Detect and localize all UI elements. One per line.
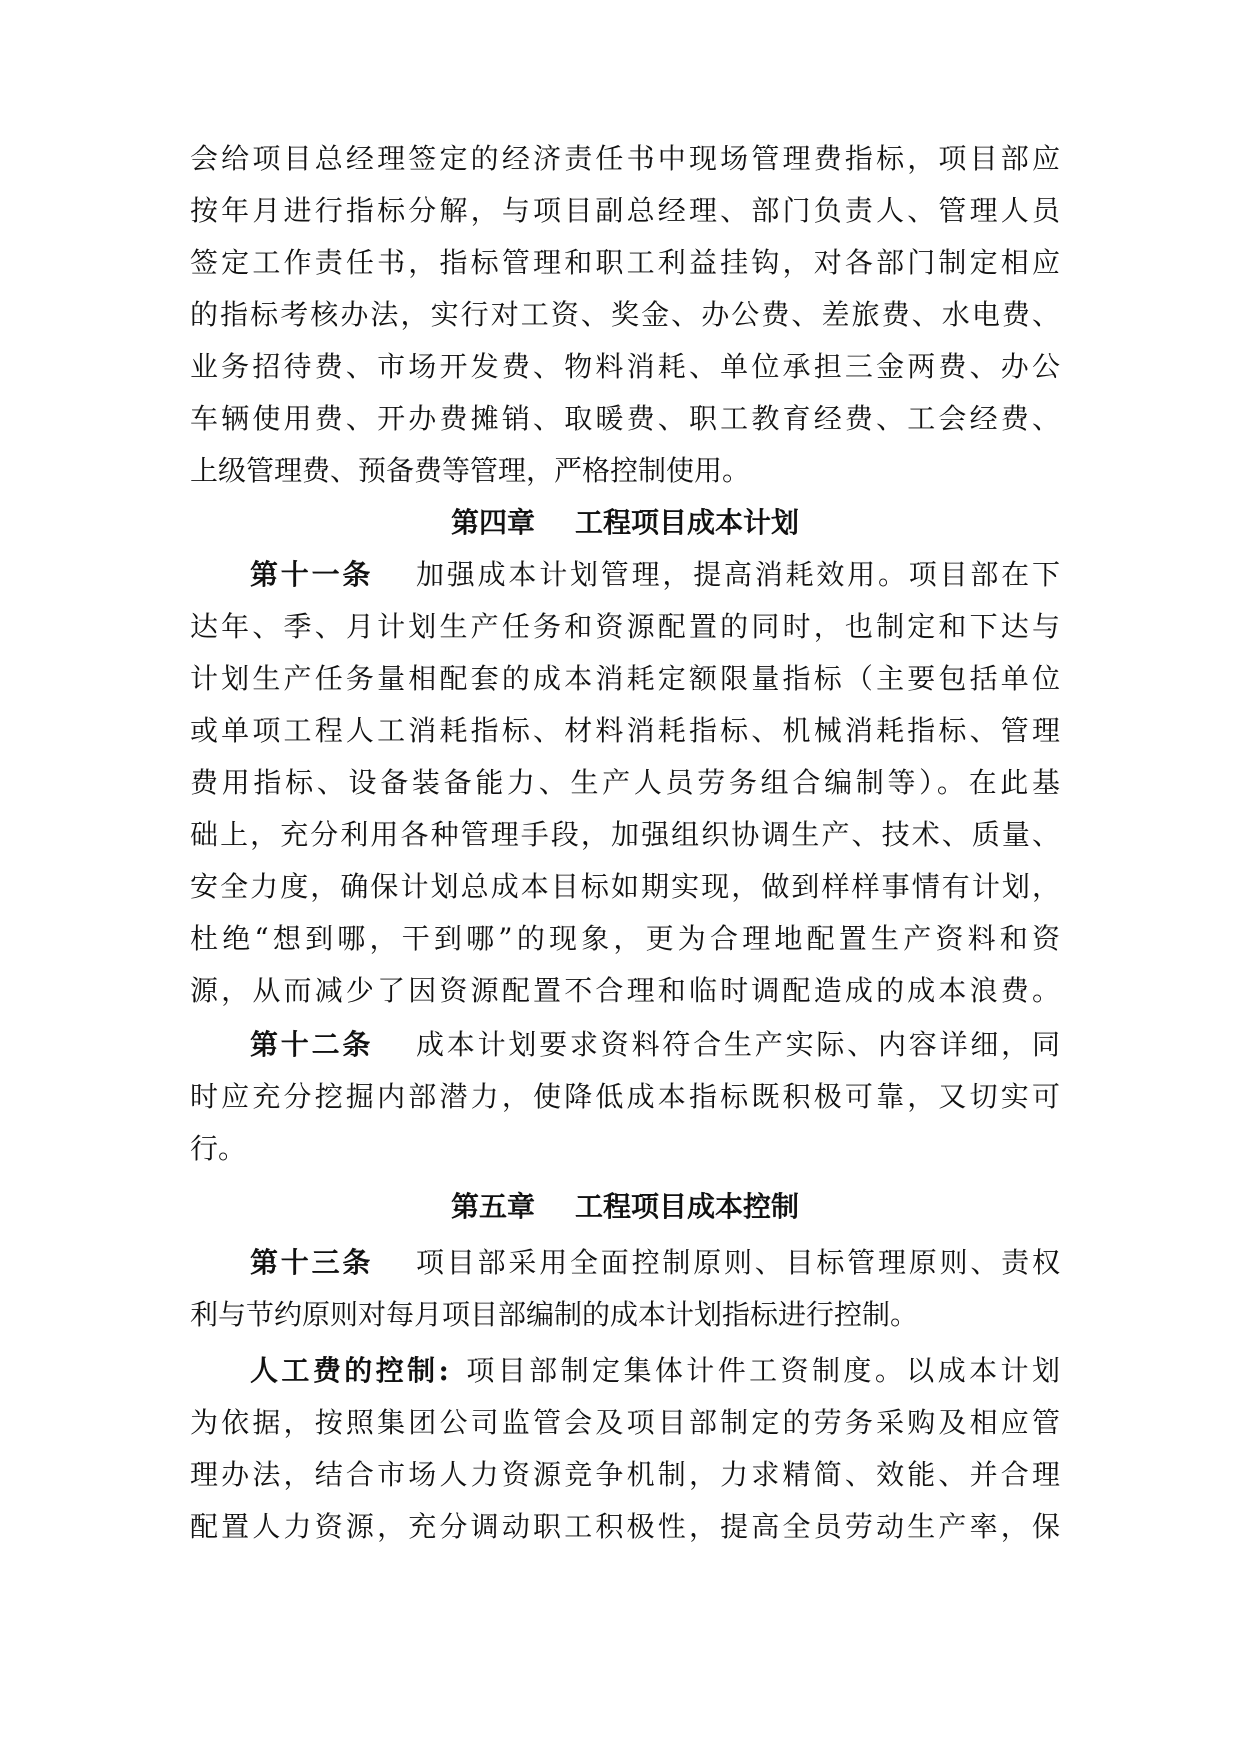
body-line: 会给项目总经理签定的经济责任书中现场管理费指标，项目部应: [190, 142, 1060, 175]
article-text: 加强成本计划管理，提高消耗效用。项目部在下: [413, 558, 1060, 591]
article-label: 第十二条: [250, 1028, 374, 1061]
body-line: 的指标考核办法，实行对工资、奖金、办公费、差旅费、水电费、: [190, 298, 1060, 331]
body-line: 安全力度，确保计划总成本目标如期实现，做到样样事情有计划，: [190, 870, 1060, 903]
article-text: 项目部采用全面控制原则、目标管理原则、责权: [413, 1246, 1060, 1279]
subsection-text: 项目部制定集体计件工资制度。以成本计划: [462, 1354, 1060, 1387]
body-line: 源，从而减少了因资源配置不合理和临时调配造成的成本浪费。: [190, 974, 1060, 1007]
body-line: 按年月进行指标分解，与项目副总经理、部门负责人、管理人员: [190, 194, 1060, 227]
chapter-label: 第五章: [450, 1190, 535, 1223]
body-line: 上级管理费、预备费等管理，严格控制使用。: [190, 454, 751, 487]
article-label: 第十三条: [250, 1246, 374, 1279]
body-line: 配置人力资源，充分调动职工积极性，提高全员劳动生产率，保: [190, 1510, 1060, 1543]
chapter-heading: [190, 497, 1060, 549]
body-line: 车辆使用费、开办费摊销、取暖费、职工教育经费、工会经费、: [190, 402, 1060, 435]
body-line: 利与节约原则对每月项目部编制的成本计划指标进行控制。: [190, 1298, 919, 1331]
subsection-label: 人工费的控制:: [250, 1354, 449, 1387]
article-first-line: [250, 1019, 1060, 1071]
chapter-title: 工程项目成本计划: [575, 506, 800, 539]
body-line: 时应充分挖掘内部潜力，使降低成本指标既积极可靠，又切实可: [190, 1080, 1060, 1113]
body-line: 费用指标、设备装备能力、生产人员劳务组合编制等）。在此基: [190, 766, 1060, 799]
article-first-line: [250, 1237, 1060, 1289]
chapter-heading: [190, 1181, 1060, 1233]
subsection-first-line: [250, 1345, 1060, 1397]
article-text: 成本计划要求资料符合生产实际、内容详细，同: [413, 1028, 1060, 1061]
body-line: 业务招待费、市场开发费、物料消耗、单位承担三金两费、办公: [190, 350, 1060, 383]
body-line: 础上，充分利用各种管理手段，加强组织协调生产、技术、质量、: [190, 818, 1060, 851]
article-label: 第十一条: [250, 558, 374, 591]
body-line: 达年、季、月计划生产任务和资源配置的同时，也制定和下达与: [190, 610, 1060, 643]
body-line: 行。: [190, 1132, 247, 1165]
chapter-title: 工程项目成本控制: [575, 1190, 800, 1223]
body-line: 或单项工程人工消耗指标、材料消耗指标、机械消耗指标、管理: [190, 714, 1060, 747]
body-line: 为依据，按照集团公司监管会及项目部制定的劳务采购及相应管: [190, 1406, 1060, 1439]
body-line: 杜绝“想到哪，干到哪”的现象，更为合理地配置生产资料和资: [190, 922, 1060, 955]
chapter-label: 第四章: [450, 506, 535, 539]
body-line: 签定工作责任书，指标管理和职工利益挂钩，对各部门制定相应: [190, 246, 1060, 279]
article-first-line: [250, 549, 1060, 601]
body-line: 理办法，结合市场人力资源竞争机制，力求精简、效能、并合理: [190, 1458, 1060, 1491]
body-line: 计划生产任务量相配套的成本消耗定额限量指标（主要包括单位: [190, 662, 1060, 695]
